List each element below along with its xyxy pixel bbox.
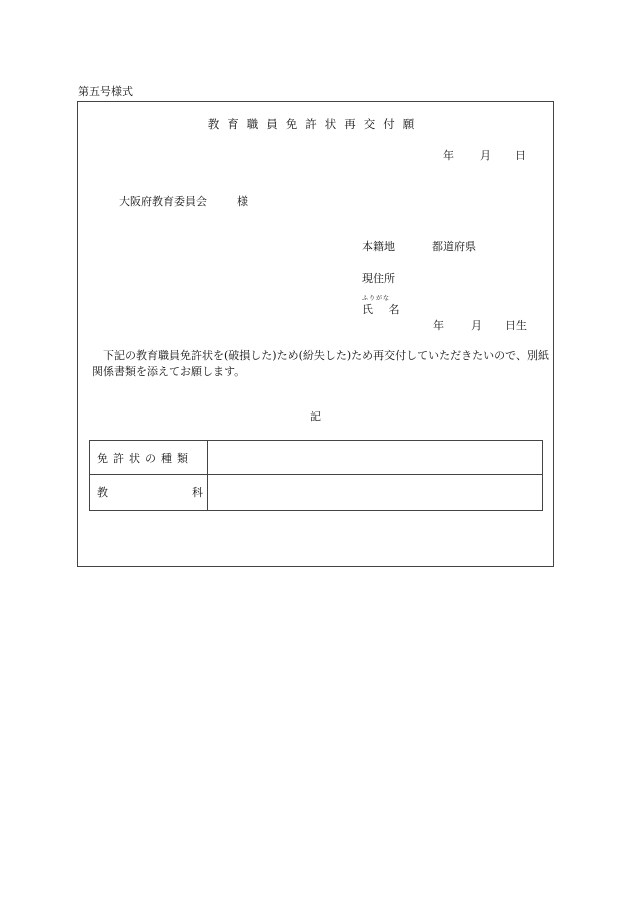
date-month-label: 月 [480, 149, 491, 162]
ki-heading: 記 [310, 410, 321, 423]
license-type-label: 免許状の種類 [97, 452, 193, 465]
table-divider [207, 441, 208, 510]
addressee-name: 大阪府教育委員会 [119, 195, 207, 208]
birth-month-label: 月 [471, 319, 482, 332]
name-label: 氏 名 [362, 303, 406, 316]
details-table [89, 440, 543, 511]
form-number-label: 第五号様式 [78, 85, 133, 98]
addressee-honorific: 様 [237, 195, 248, 208]
prefecture-label: 都道府県 [432, 240, 476, 253]
date-day-label: 日 [515, 149, 526, 162]
subject-label-left: 教 [97, 486, 108, 499]
request-body-text: 下記の教育職員免許状を(破損した)ため(紛失した)ため再交付していただきたいので、別紙関係書類を添えてお願します。 [92, 349, 549, 378]
subject-label-right: 科 [192, 486, 203, 499]
table-row [90, 475, 542, 510]
furigana-label: ふりがな [362, 295, 391, 302]
date-year-label: 年 [443, 149, 454, 162]
birth-year-label: 年 [433, 319, 444, 332]
current-address-label: 現住所 [362, 272, 395, 285]
honseki-label: 本籍地 [362, 240, 395, 253]
table-row [90, 441, 542, 475]
form-title: 教育職員免許状再交付願 [207, 117, 423, 131]
birth-day-label: 日生 [505, 319, 527, 332]
